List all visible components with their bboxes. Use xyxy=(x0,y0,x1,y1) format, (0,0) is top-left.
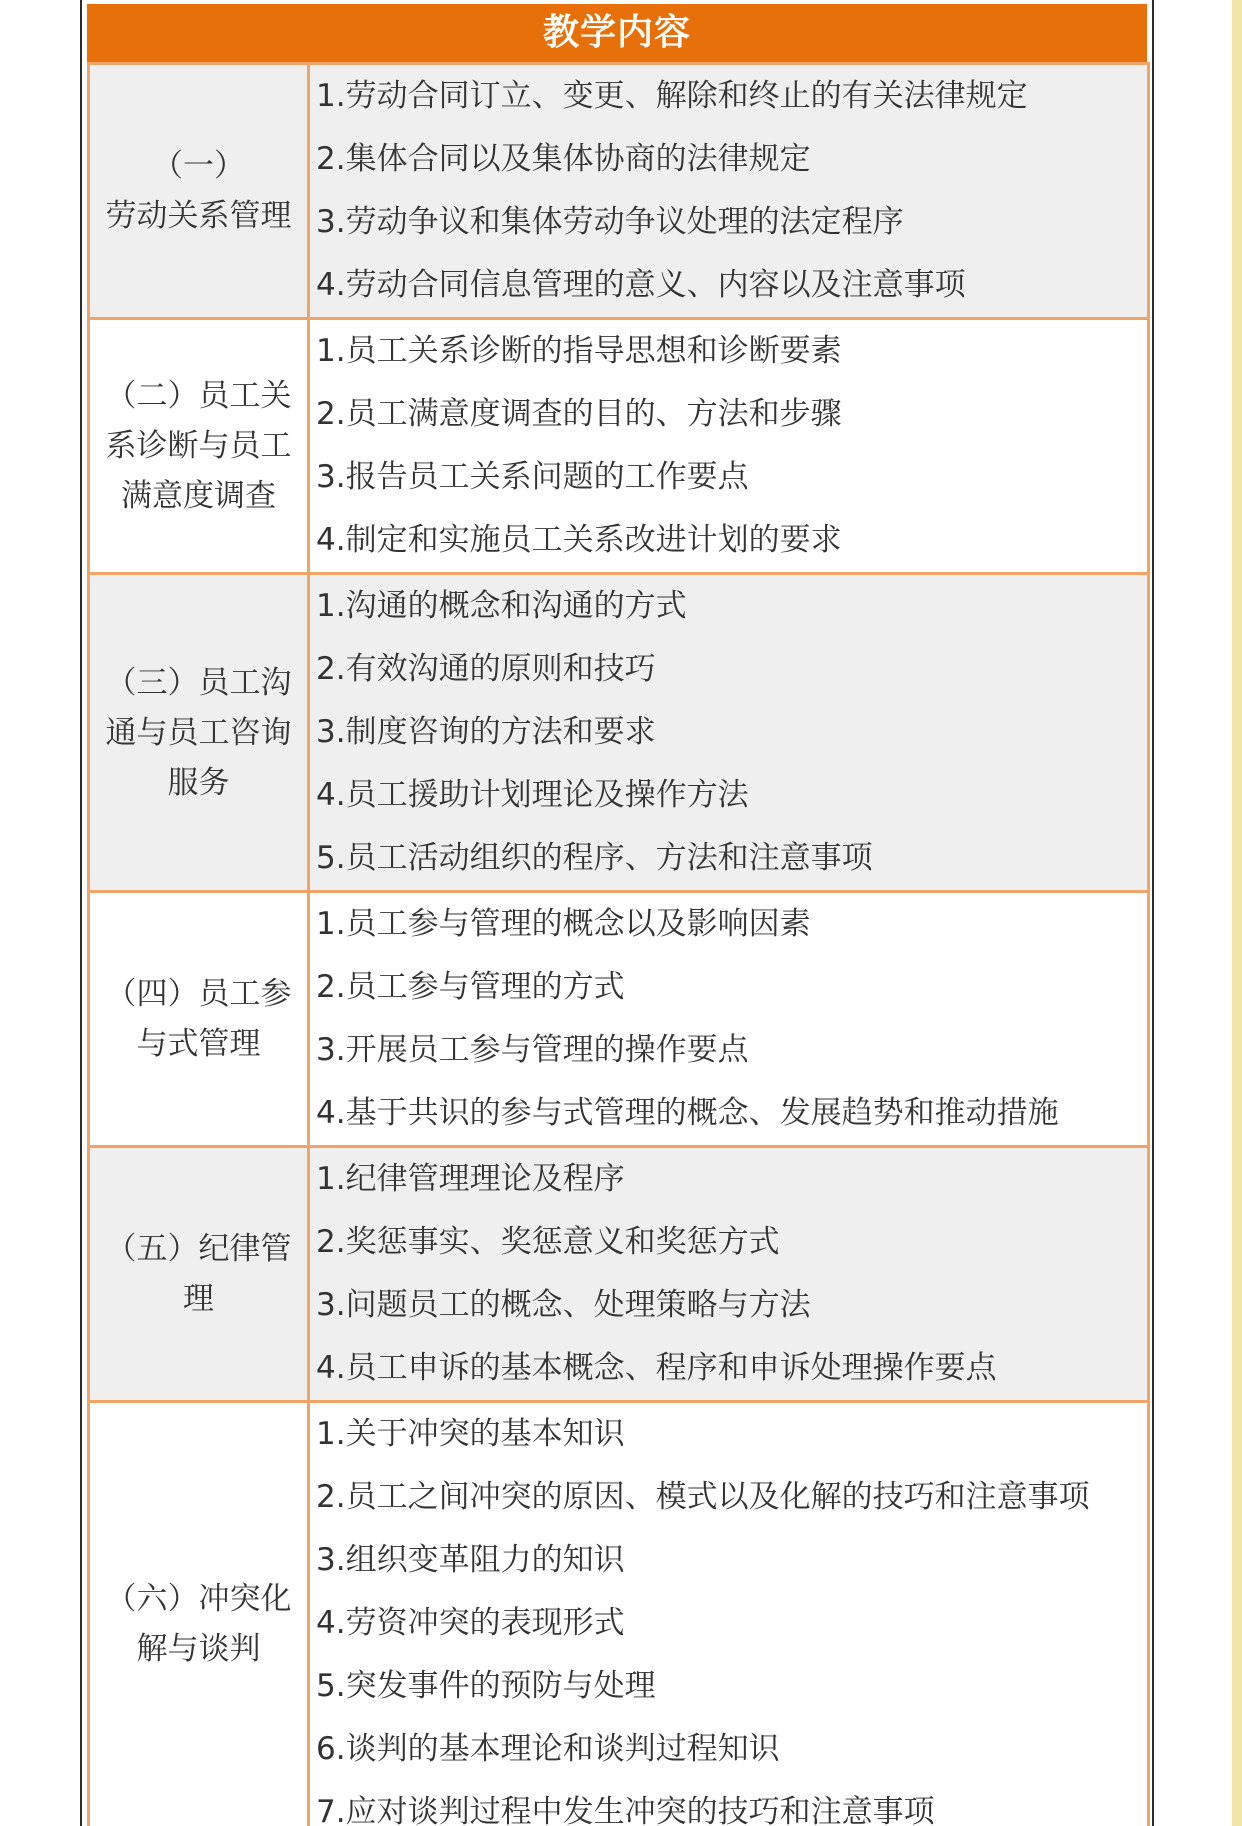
section-row xyxy=(89,319,1149,574)
content-item: 1.沟通的概念和沟通的方式 xyxy=(316,588,687,624)
section-items xyxy=(309,1147,1149,1402)
content-item: 2.集体合同以及集体协商的法律规定 xyxy=(316,141,811,177)
content-item: 3.制度咨询的方法和要求 xyxy=(316,714,656,750)
content-item: 4.劳资冲突的表现形式 xyxy=(316,1605,625,1641)
section-items xyxy=(309,1402,1149,1826)
content-item: 4.员工援助计划理论及操作方法 xyxy=(316,777,749,813)
content-item: 2.有效沟通的原则和技巧 xyxy=(316,651,656,687)
content-item: 7.应对谈判过程中发生冲突的技巧和注意事项 xyxy=(316,1794,935,1826)
content-item: 1.员工参与管理的概念以及影响因素 xyxy=(316,906,811,942)
section-items xyxy=(309,319,1149,574)
content-item: 4.制定和实施员工关系改进计划的要求 xyxy=(316,522,842,558)
content-item: 4.劳动合同信息管理的意义、内容以及注意事项 xyxy=(316,267,966,303)
content-item: 4.员工申诉的基本概念、程序和申诉处理操作要点 xyxy=(316,1350,997,1386)
teaching-content-table xyxy=(87,62,1150,1826)
content-item: 1.劳动合同订立、变更、解除和终止的有关法律规定 xyxy=(316,78,1028,114)
content-item: 6.谈判的基本理论和谈判过程知识 xyxy=(316,1731,780,1767)
section-items xyxy=(309,892,1149,1147)
section-title: （四）员工参与式管理 xyxy=(89,892,309,1147)
content-item: 3.开展员工参与管理的操作要点 xyxy=(316,1032,749,1068)
content-item: 3.问题员工的概念、处理策略与方法 xyxy=(316,1287,811,1323)
content-item: 3.组织变革阻力的知识 xyxy=(316,1542,625,1578)
content-item: 1.关于冲突的基本知识 xyxy=(316,1416,625,1452)
content-item: 2.奖惩事实、奖惩意义和奖惩方式 xyxy=(316,1224,780,1260)
content-item: 4.基于共识的参与式管理的概念、发展趋势和推动措施 xyxy=(316,1095,1059,1131)
content-item: 5.员工活动组织的程序、方法和注意事项 xyxy=(316,840,873,876)
table-body xyxy=(89,64,1149,1826)
right-decorative-strip xyxy=(1232,0,1242,1826)
section-row xyxy=(89,574,1149,892)
content-item: 5.突发事件的预防与处理 xyxy=(316,1668,656,1704)
section-items xyxy=(309,64,1149,319)
section-title: （二）员工关系诊断与员工满意度调查 xyxy=(89,319,309,574)
section-title: （五）纪律管理 xyxy=(89,1147,309,1402)
content-item: 2.员工满意度调查的目的、方法和步骤 xyxy=(316,396,842,432)
section-row xyxy=(89,892,1149,1147)
content-item: 1.纪律管理理论及程序 xyxy=(316,1161,625,1197)
section-row xyxy=(89,1402,1149,1826)
section-title: （一） 劳动关系管理 xyxy=(89,64,309,319)
content-frame xyxy=(80,0,1154,1826)
content-item: 3.劳动争议和集体劳动争议处理的法定程序 xyxy=(316,204,904,240)
section-items xyxy=(309,574,1149,892)
section-title: （六）冲突化解与谈判 xyxy=(89,1402,309,1826)
section-row xyxy=(89,64,1149,319)
content-item: 2.员工之间冲突的原因、模式以及化解的技巧和注意事项 xyxy=(316,1479,1090,1515)
content-item: 3.报告员工关系问题的工作要点 xyxy=(316,459,749,495)
section-title: （三）员工沟通与员工咨询服务 xyxy=(89,574,309,892)
content-item: 1.员工关系诊断的指导思想和诊断要素 xyxy=(316,333,842,369)
section-row xyxy=(89,1147,1149,1402)
table-container xyxy=(87,4,1147,1826)
content-item: 2.员工参与管理的方式 xyxy=(316,969,625,1005)
table-header-title: 教学内容 xyxy=(87,4,1147,62)
